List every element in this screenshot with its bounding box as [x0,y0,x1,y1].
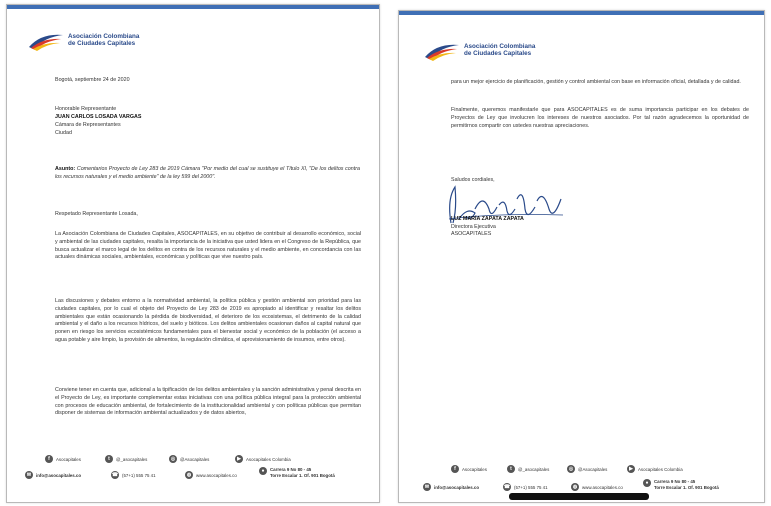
letter-date: Bogotá, septiembre 24 de 2020 [55,77,130,83]
page2-paragraph-2: Finalmente, queremos manifestarle que para ASOCAPITALES es de suma importancia participar en los debates de Proyectos de Ley que involucren los intereses de nuestros asociados. Por tal razón agradecemos la oportunidad de permitirnos compartir con ustedes nuestras apreciaciones. [451,107,749,129]
logo-name-line1: Asociación Colombiana [464,43,536,50]
globe-icon: ◍ [572,484,578,490]
youtube-icon: ▶ [627,465,635,473]
page2-paragraph-1: para un mejor ejercicio de planificación, gestión y control ambiental con base en información oficial, detallada y de calidad. [451,79,741,85]
letter-page-2 [398,10,765,503]
footer-web: ◍ www.asocapitales.co [186,472,237,478]
footer-phone: ☎ (57+1) 555 75 41 [111,472,156,478]
footer-facebook: f Asocapitales [451,465,487,473]
signer-name: LUZ MARÍA ZAPATA ZAPATA [451,216,524,222]
footer-youtube: ▶ Asocapitales Colombia [235,455,291,463]
footer-email: ✉ info@asocapitales.co [26,472,82,478]
page-top-bar [7,5,379,9]
footer-address: ● Carrera 9 No 80 - 45 Torre Escalar 1. Of. 901 Bogotá [259,467,335,479]
instagram-icon: ◎ [568,466,574,472]
footer-instagram: ◎ @Asocapitales [568,466,608,472]
email-icon: ✉ [26,472,32,478]
email-icon: ✉ [424,484,430,490]
recipient-block [55,105,355,137]
paragraph-1: La Asociación Colombiana de Ciudades Capitales, ASOCAPITALES, en su objetivo de contribuir al desarrollo económico, social y ambiental de las ciudades capitales, resalta la importancia de la iniciativa que usted lidera en el Congreso de la República, que busca actualizar el marco legal de los delitos en contra de los recursos naturales y el medio ambiente, en concordancia con las actuales dinámicas sociales, ambientales, económicas y políticas que vive nuestro país. [55,231,361,261]
signer-org: ASOCAPITALES [451,231,492,237]
footer-twitter: t @_asocapitales [105,455,147,463]
signer-title: Directora Ejecutiva [451,223,496,230]
page1-footer [7,453,380,498]
paragraph-2: Las discusiones y debates entorno a la normatividad ambiental, la política pública y gestión ambiental son prioridad para las ciudades capitales, por lo cual el objeto del Proyecto de Ley 283 de 2019 es apropiado al identificar y resaltar los delitos ambientales que están ocasionando la pérdida de biodiversidad, el deterioro de los ecosistemas, el detrimento de la calidad ambiental y el daño a los recursos hídricos, del suelo y bióticos. Los delitos ambientales ocasionan daños al capital natural que ponen en riesgo los servicios ecosistémicos fundamentales para el bienestar social y económico de la población (el acceso a agua potable y aire limpio, la provisión de alimentos, la regulación climática, el aprovisionamiento de insumos, entre otros). [55,298,361,343]
recipient-honorific: Honorable Representante [55,106,117,112]
logo-swoosh-icon [423,39,461,61]
globe-icon: ◍ [186,472,192,478]
phone-icon: ☎ [503,484,511,490]
footer-twitter: t @_asocapitales [507,465,549,473]
footer-phone: ☎ (57+1) 555 75 41 [503,484,548,490]
instagram-icon: ◎ [170,456,176,462]
recipient-name: JUAN CARLOS LOSADA VARGAS [55,114,142,120]
facebook-icon: f [451,465,459,473]
letter-subject [55,166,360,182]
footer-address: ● Carrera 9 No 80 - 45 Torre Escalar 1. Of. 901 Bogotá [643,479,719,491]
youtube-icon: ▶ [235,455,243,463]
footer-web: ◍ www.asocapitales.co [572,484,623,490]
phone-icon: ☎ [111,472,119,478]
subject-text: Comentarios Proyecto de Ley 283 de 2019 Cámara "Por medio del cual se sustituye el Título XI, "De los delitos contra los recursos naturales y el medio ambiente" de la ley 599 del 2000". [55,166,360,180]
footer-email: ✉ info@asocapitales.co [424,484,480,490]
paragraph-3: Conviene tener en cuenta que, adicional a la tipificación de los delitos ambientales y la sanción administrativa y penal descrita en el Proyecto de Ley, es importante complementar estas iniciativas con una política pública integral para la protección ambiental con procesos de educación ambiental, de fortalecimiento de la institucionalidad ambiental y con políticas públicas que permitan disponer de sistemas de información ambiental actualizados y de datos abiertos, [55,387,361,417]
letter-closing: Saludos cordiales, [451,177,495,183]
footer-facebook: f Asocapitales [45,455,81,463]
twitter-icon: t [507,465,515,473]
footer-youtube: ▶ Asocapitales Colombia [627,465,683,473]
asocapitales-logo [27,29,139,51]
location-pin-icon: ● [259,467,267,475]
footer-instagram: ◎ @Asocapitales [170,456,210,462]
recipient-chamber: Cámara de Representantes [55,122,121,128]
logo-name-line2: de Ciudades Capitales [68,40,136,47]
facebook-icon: f [45,455,53,463]
subject-label: Asunto: [55,166,76,172]
location-pin-icon: ● [643,479,651,487]
asocapitales-logo [423,39,535,61]
signer-block [451,216,651,239]
logo-name-line2: de Ciudades Capitales [464,50,532,57]
logo-name-line1: Asociación Colombiana [68,33,140,40]
logo-swoosh-icon [27,29,65,51]
letter-salutation: Respetado Representante Losada, [55,211,138,217]
recipient-city: Ciudad [55,130,72,136]
twitter-icon: t [105,455,113,463]
page-top-bar [399,11,764,15]
letter-page-1 [6,4,380,503]
redaction-bar [509,493,649,500]
